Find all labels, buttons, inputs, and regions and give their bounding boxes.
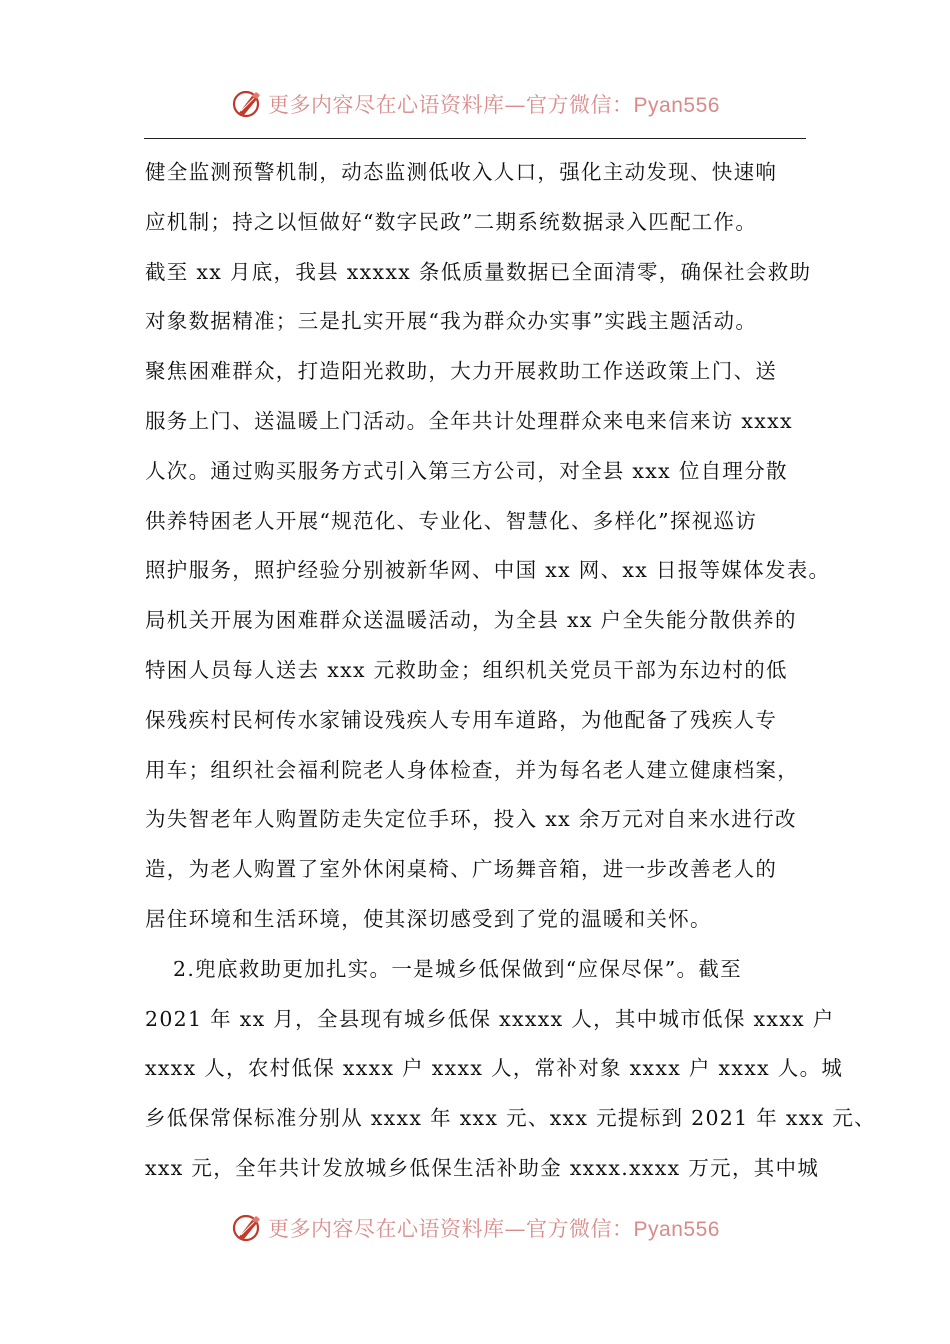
text-line: 聚焦困难群众，打造阳光救助，大力开展救助工作送政策上门、送 [145,359,778,384]
text-line: 人次。通过购买服务方式引入第三方公司，对全县 xxx 位自理分散 [145,458,788,483]
header-banner [0,84,950,124]
header-banner-text: 更多内容尽在心语资料库—官方微信：Pyan556 [268,93,720,117]
footer-banner-text: 更多内容尽在心语资料库—官方微信：Pyan556 [268,1217,720,1241]
section-heading-line: 2.兜底救助更加扎实。一是城乡低保做到“应保尽保”。截至 [173,956,742,981]
text-line: 应机制；持之以恒做好“数字民政”二期系统数据录入匹配工作。 [145,209,758,234]
text-line: 保残疾村民柯传水家铺设残疾人专用车道路，为他配备了残疾人专 [145,707,778,732]
text-line: 为失智老年人购置防走失定位手环，投入 xx 余万元对自来水进行改 [145,807,797,832]
text-line: 2021 年 xx 月，全县现有城乡低保 xxxxx 人，其中城市低保 xxxx 户 [145,1006,835,1031]
text-line: 居住环境和生活环境，使其深切感受到了党的温暖和关怀。 [145,906,712,931]
text-line: 照护服务，照护经验分别被新华网、中国 xx 网、xx 日报等媒体发表。 [145,558,831,583]
text-line: 特困人员每人送去 xxx 元救助金；组织机关党员干部为东边村的低 [145,657,788,682]
text-line: 截至 xx 月底，我县 xxxxx 条低质量数据已全面清零，确保社会救助 [145,259,812,284]
pen-nib-logo-icon [230,87,264,121]
text-line: xxx 元，全年共计发放城乡低保生活补助金 xxxx.xxxx 万元，其中城 [145,1155,820,1180]
text-line: 造，为老人购置了室外休闲桌椅、广场舞音箱，进一步改善老人的 [145,857,778,882]
header-divider [144,138,806,139]
text-line: 对象数据精准；三是扎实开展“我为群众办实事”实践主题活动。 [145,309,758,334]
footer-banner [0,1208,950,1248]
text-line: 健全监测预警机制，动态监测低收入人口，强化主动发现、快速响 [145,160,778,184]
text-line: xxxx 人，农村低保 xxxx 户 xxxx 人，常补对象 xxxx 户 xxxx 人。城 [145,1056,844,1081]
text-line: 用车；组织社会福利院老人身体检查，并为每名老人建立健康档案， [145,757,799,782]
text-line: 乡低保常保标准分别从 xxxx 年 xxx 元、xxx 元提标到 2021 年 xxx 元、 [145,1106,876,1131]
pen-nib-logo-icon [230,1211,264,1245]
footer-wechat-id: Pyan556 [633,1218,720,1241]
text-line: 服务上门、送温暖上门活动。全年共计处理群众来电来信来访 xxxx [145,408,793,433]
text-line: 局机关开展为困难群众送温暖活动，为全县 xx 户全失能分散供养的 [145,608,797,633]
document-body [145,148,876,1194]
text-line: 供养特困老人开展“规范化、专业化、智慧化、多样化”探视巡访 [145,508,758,533]
header-wechat-id: Pyan556 [633,94,720,117]
